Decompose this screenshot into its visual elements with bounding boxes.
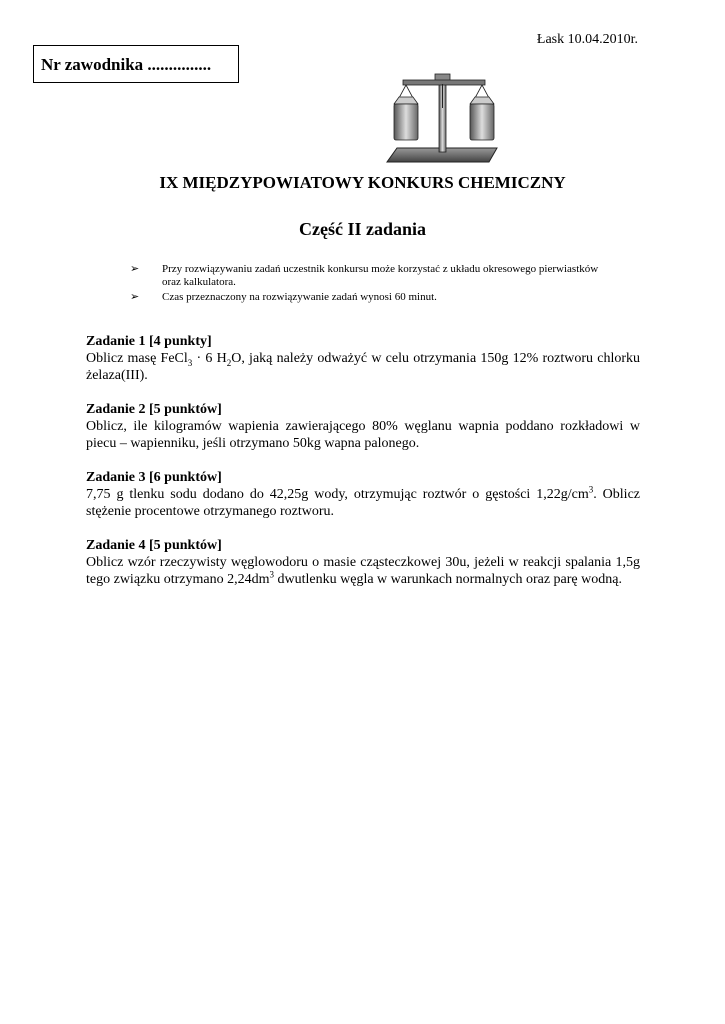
balance-scale-icon — [385, 70, 500, 166]
task-heading: Zadanie 4 [5 punktów] — [86, 538, 222, 553]
contest-title: IX MIĘDZYPOWIATOWY KONKURS CHEMICZNY — [159, 173, 566, 192]
part-subtitle: Część II zadania — [299, 219, 426, 239]
task-3 — [86, 469, 640, 520]
instructions-list — [130, 263, 600, 306]
task-4 — [86, 537, 640, 588]
tasks-section — [86, 333, 640, 605]
instruction-item — [130, 291, 600, 304]
task-body: Oblicz masę FeCl$_3$ · 6 $H_2O$, jaką należy odważyć w celu otrzymania 150g 12% roztworu chlorku żelaza(III). — [86, 351, 641, 383]
task-body: 7,75 g tlenku sodu dodano do 42,25g wody, otrzymując roztwór o gęstości $1,22g/cm^3$. Oblicz stężenie procentowe otrzymanego roztworu. — [86, 484, 640, 519]
task-body: Oblicz wzór rzeczywisty węglowodoru o masie cząsteczkowej 30u, jeżeli w reakcji spalania 1,5g tego związku otrzymano $2,24dm^3$ dwutlenku węgla w warunkach normalnych oraz parę wodną. — [86, 555, 640, 587]
task-body: Oblicz, ile kilogramów wapienia zawierającego 80% węglanu wapnia poddano rozkładowi w piecu – wapienniku, jeśli otrzymano 50kg wapna palonego. — [86, 419, 640, 451]
task-heading: Zadanie 3 [6 punktów] — [86, 470, 222, 485]
date-location: Łask 10.04.2010r. — [536, 32, 638, 47]
instruction-text: Przy rozwiązywaniu zadań uczestnik konkursu może korzystać z układu okresowego pierwiastków oraz kalkulatora. — [162, 263, 599, 288]
task-heading: Zadanie 2 [5 punktów] — [86, 402, 222, 417]
instruction-text: Czas przeznaczony na rozwiązywanie zadań wynosi 60 minut. — [162, 291, 437, 303]
arrow-bullet-icon: ➢ — [130, 291, 140, 303]
task-1 — [86, 333, 640, 384]
task-2 — [86, 401, 640, 452]
instruction-item — [130, 263, 600, 289]
task-heading: Zadanie 1 [4 punkty] — [86, 334, 212, 349]
arrow-bullet-icon: ➢ — [130, 263, 140, 275]
contestant-number-box: Nr zawodnika ............... — [33, 45, 239, 83]
